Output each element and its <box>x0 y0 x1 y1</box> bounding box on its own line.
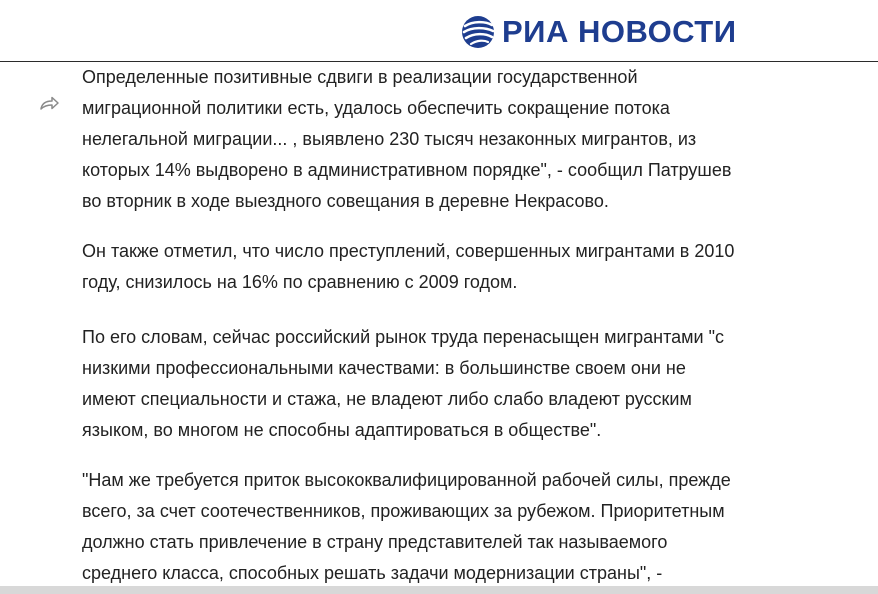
article-paragraph: Он также отметил, что число преступлений, совершенных мигрантами в 2010 году, снизилось на 16% по сравнению с 2009 годом. <box>82 241 735 292</box>
article-paragraph: "Нам же требуется приток высококвалифицированной рабочей силы, прежде всего, за счет соотечественников, проживающих за рубежом. Приоритетным должно стать привлечение в страну представителей так называемого среднего класса, способных решать задачи модернизации страны", - <box>82 470 731 583</box>
share-arrow-icon <box>38 92 60 114</box>
article-paragraph: Определенные позитивные сдвиги в реализации государственной миграционной политики есть, удалось обеспечить сокращение потока нелегальной миграции... , выявлено 230 тысяч незаконных мигрантов, из которых 14% выдворено в административном порядке", - сообщил Патрушев во вторник в ходе выездного совещания в деревне Некрасово. <box>82 67 732 211</box>
site-header <box>0 0 878 62</box>
article-paragraph: По его словам, сейчас российский рынок труда перенасыщен мигрантами "с низкими профессиональными качествами: в большинстве своем они не имеют специальности и стажа, не владеют либо слабо владеют русским языком, во многом не способны адаптироваться в обществе". <box>82 327 724 440</box>
ria-globe-logo-icon <box>461 15 495 49</box>
logo-text: РИА НОВОСТИ <box>502 14 737 49</box>
share-button[interactable] <box>38 92 60 114</box>
bottom-scroll-bar <box>0 586 878 594</box>
ria-logo[interactable] <box>461 14 737 50</box>
